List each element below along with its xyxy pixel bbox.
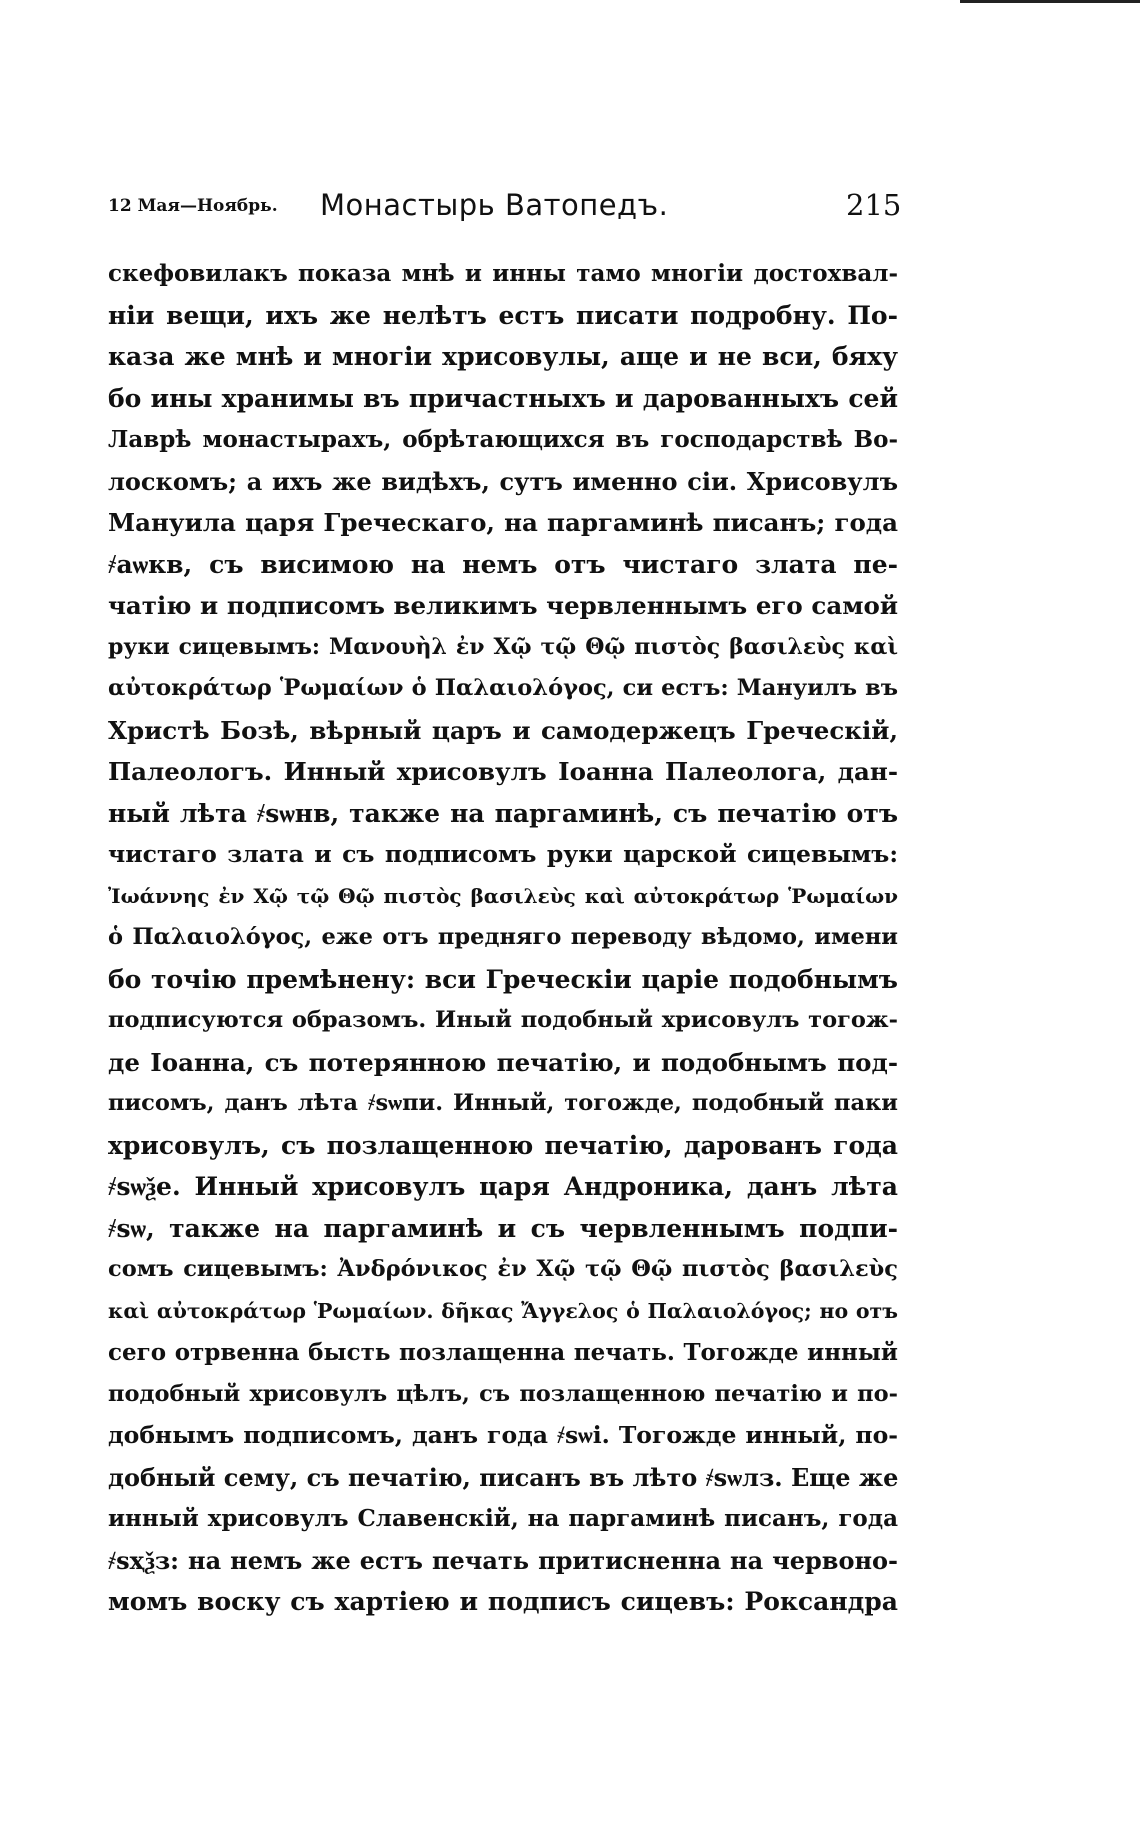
- page-number: 215: [846, 188, 902, 222]
- text-line: Ἰωάννης ἐν Χῷ τῷ Θῷ πιστὸς βασιλεὺς καὶ αὐτοκράτωρ Ῥωμαίων: [108, 883, 898, 908]
- text-line: Мануила царя Греческаго, на паргаминѣ писанъ; года: [108, 508, 898, 537]
- text-line: добный сему, съ печатію, писанъ въ лѣто ҂ѕѡлз. Еще же: [108, 1462, 898, 1492]
- text-line: Палеологъ. Инный хрисовулъ Іоанна Палеолога, дан-: [108, 757, 898, 786]
- text-line: ὁ Παλαιολόγος, еже отъ предняго переводу вѣдомо, имени: [108, 924, 898, 950]
- text-line: бо точію премѣнену: вси Греческіи царіе подобнымъ: [108, 964, 898, 994]
- text-line: лоскомъ; а ихъ же видѣхъ, сутъ именно сіи. Хрисовулъ: [108, 466, 898, 496]
- text-line: де Іоанна, съ потерянною печатію, и подобнымъ под-: [108, 1047, 898, 1077]
- text-line: αὐτοκράτωρ Ῥωμαίων ὁ Παλαιολόγος, си естъ: Мануилъ въ: [108, 675, 898, 701]
- running-head-date: 12 Мая—Ноябрь.: [108, 196, 278, 216]
- text-line: чистаго злата и съ подписомъ руки царской сицевымъ:: [108, 840, 898, 868]
- text-line: чатію и подписомъ великимъ червленнымъ его самой: [108, 591, 898, 620]
- text-line: скефовилакъ показа мнѣ и инны тамо многіи достохвал-: [108, 260, 898, 287]
- text-line: сомъ сицевымъ: Ἀνδρόνικος ἐν Χῷ τῷ Θῷ πιστὸς βασιλεὺς: [108, 1256, 898, 1282]
- text-line: момъ воску съ хартіею и подписъ сицевъ: Роксандра: [108, 1587, 898, 1616]
- body-text: [108, 253, 898, 1623]
- text-line: подобный хрисовулъ цѣлъ, съ позлащенною печатію и по-: [108, 1380, 898, 1407]
- text-line: бо ины хранимы въ причастныхъ и дарованныхъ сей: [108, 383, 898, 413]
- text-line: ный лѣта ҂ѕѡнв, также на паргаминѣ, съ печатію отъ: [108, 798, 898, 828]
- text-line: руки сицевымъ: Μανουὴλ ἐν Χῷ τῷ Θῷ πιστὸς βασιλεὺς καὶ: [108, 633, 898, 660]
- text-line: хрисовулъ, съ позлащенною печатію, дарованъ года: [108, 1130, 898, 1160]
- text-line: писомъ, данъ лѣта ҂ѕѡпи. Инный, тогожде, подобный паки: [108, 1090, 898, 1116]
- text-line: ҂ѕѡ, также на паргаминѣ и съ червленнымъ подпи-: [108, 1213, 898, 1243]
- text-line: ніи вещи, ихъ же нелѣтъ естъ писати подробну. По-: [108, 300, 898, 330]
- text-line: инный хрисовулъ Славенскій, на паргаминѣ писанъ, года: [108, 1505, 898, 1532]
- text-line: добнымъ подписомъ, данъ года ҂ѕѡі. Тогожде инный, по-: [108, 1421, 898, 1449]
- text-line: ҂аѡкв, съ висимою на немъ отъ чистаго злата пе-: [108, 549, 898, 579]
- text-line: καὶ αὐτοκράτωρ Ῥωμαίων. δῆκας Ἄγγελος ὁ Παλαιολόγος; но отъ: [108, 1298, 898, 1323]
- running-head-title: Монастырь Ватопедъ.: [320, 188, 669, 222]
- text-line: ҂ѕҳѯз: на немъ же естъ печать притисненна на червоно-: [108, 1545, 898, 1575]
- text-line: Лаврѣ монастырахъ, обрѣтающихся въ господарствѣ Во-: [108, 426, 898, 453]
- text-line: ҂ѕѡѯе. Инный хрисовулъ царя Андроника, данъ лѣта: [108, 1172, 898, 1201]
- running-head: [108, 188, 908, 228]
- top-edge-rule: [960, 0, 1140, 3]
- text-line: Христѣ Бозѣ, вѣрный царъ и самодержецъ Греческій,: [108, 715, 898, 745]
- text-line: подписуются образомъ. Иный подобный хрисовулъ тогож-: [108, 1007, 898, 1033]
- text-line: сего отрвенна бысть позлащенна печать. Тогожде инный: [108, 1339, 898, 1366]
- text-line: каза же мнѣ и многіи хрисовулы, аще и не вси, бяху: [108, 342, 898, 371]
